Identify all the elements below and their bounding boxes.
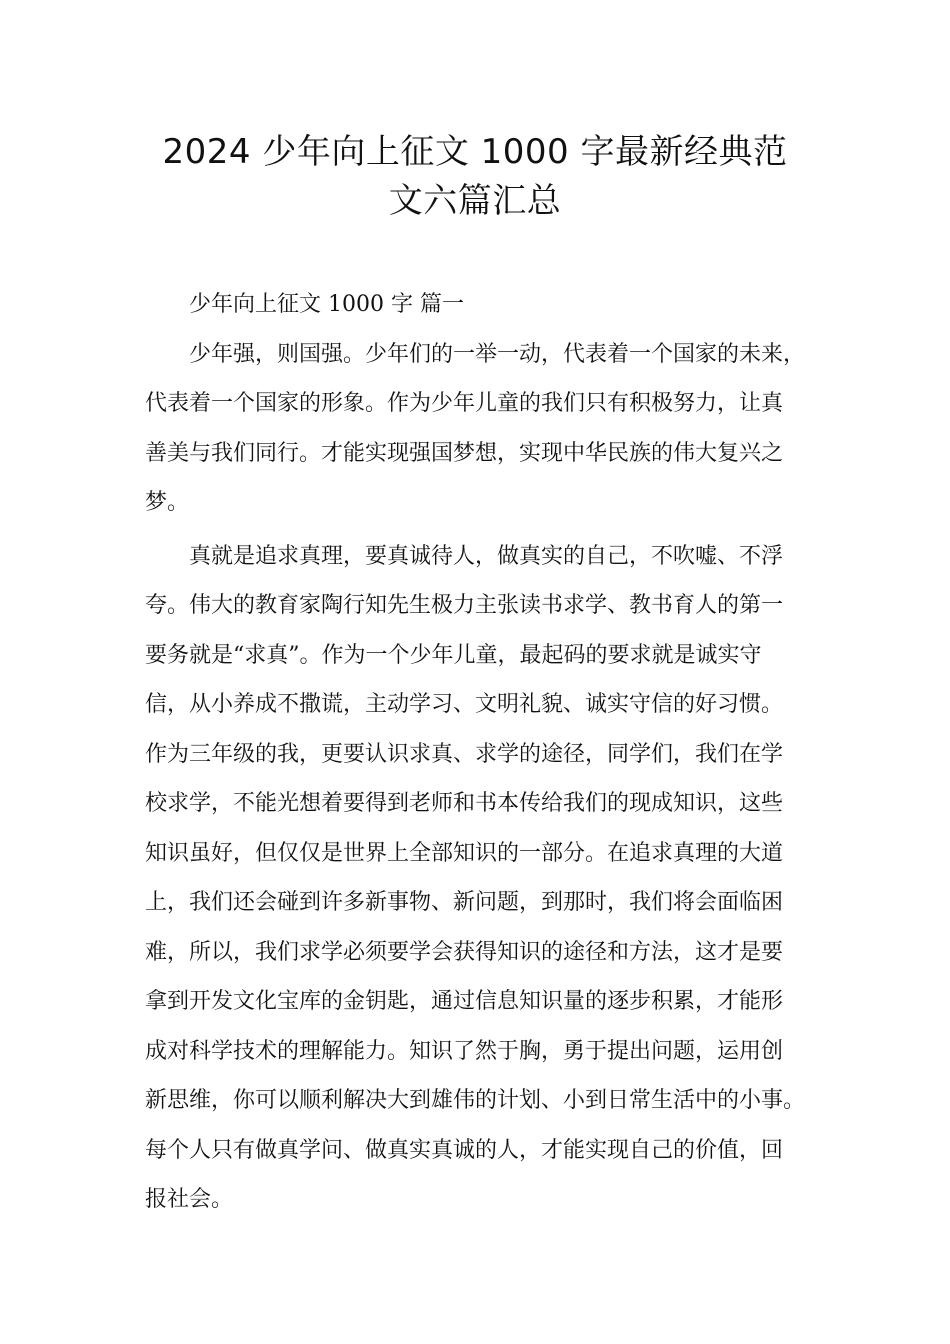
paragraph-line: 夸。伟大的教育家陶行知先生极力主张读书求学、教书育人的第一 bbox=[145, 593, 784, 618]
paragraph-line: 要务就是“求真”。作为一个少年儿童，最起码的要求就是诚实守 bbox=[145, 642, 762, 668]
paragraph-line: 善美与我们同行。才能实现强国梦想，实现中华民族的伟大复兴之 bbox=[145, 440, 784, 466]
paragraph-line: 报社会。 bbox=[145, 1187, 234, 1212]
paragraph-line: 成对科学技术的理解能力。知识了然于胸，勇于提出问题，运用创 bbox=[145, 1038, 784, 1064]
paragraph-1 bbox=[145, 330, 835, 528]
paragraph-line: 知识虽好，但仅仅是世界上全部知识的一部分。在追求真理的大道 bbox=[145, 840, 784, 866]
paragraph-line: 真就是追求真理，要真诚待人，做真实的自己，不吹嘘、不浮 bbox=[189, 543, 784, 569]
paragraph-line: 每个人只有做真学问、做真实真诚的人，才能实现自己的价值，回 bbox=[145, 1137, 784, 1163]
paragraph-line: 难，所以，我们求学必须要学会获得知识的途径和方法，这才是要 bbox=[145, 939, 784, 965]
document-body bbox=[145, 280, 835, 1225]
document-title bbox=[100, 128, 850, 226]
paragraph-line: 作为三年级的我，更要认识求真、求学的途径，同学们，我们在学 bbox=[145, 741, 784, 767]
paragraph-line: 少年强，则国强。少年们的一举一动，代表着一个国家的未来， bbox=[189, 341, 806, 367]
paragraph-2 bbox=[145, 532, 835, 1225]
paragraph-line: 新思维，你可以顺利解决大到雄伟的计划、小到日常生活中的小事。 bbox=[145, 1088, 806, 1113]
title-line-2: 文六篇汇总 bbox=[388, 181, 562, 221]
paragraph-line: 信，从小养成不撒谎，主动学习、文明礼貌、诚实守信的好习惯。 bbox=[145, 692, 784, 717]
title-line-1: 2024 少年向上征文 1000 字最新经典范 bbox=[162, 132, 788, 172]
paragraph-line: 梦。 bbox=[145, 490, 190, 515]
paragraph-line: 校求学，不能光想着要得到老师和书本传给我们的现成知识，这些 bbox=[145, 791, 784, 816]
section-heading: 少年向上征文 1000 字 篇一 bbox=[189, 292, 464, 317]
paragraph-line: 上，我们还会碰到许多新事物、新问题，到那时，我们将会面临困 bbox=[145, 890, 784, 915]
paragraph-line: 代表着一个国家的形象。作为少年儿童的我们只有积极努力，让真 bbox=[145, 391, 784, 416]
paragraph-line: 拿到开发文化宝库的金钥匙，通过信息知识量的逐步积累，才能形 bbox=[145, 989, 784, 1014]
